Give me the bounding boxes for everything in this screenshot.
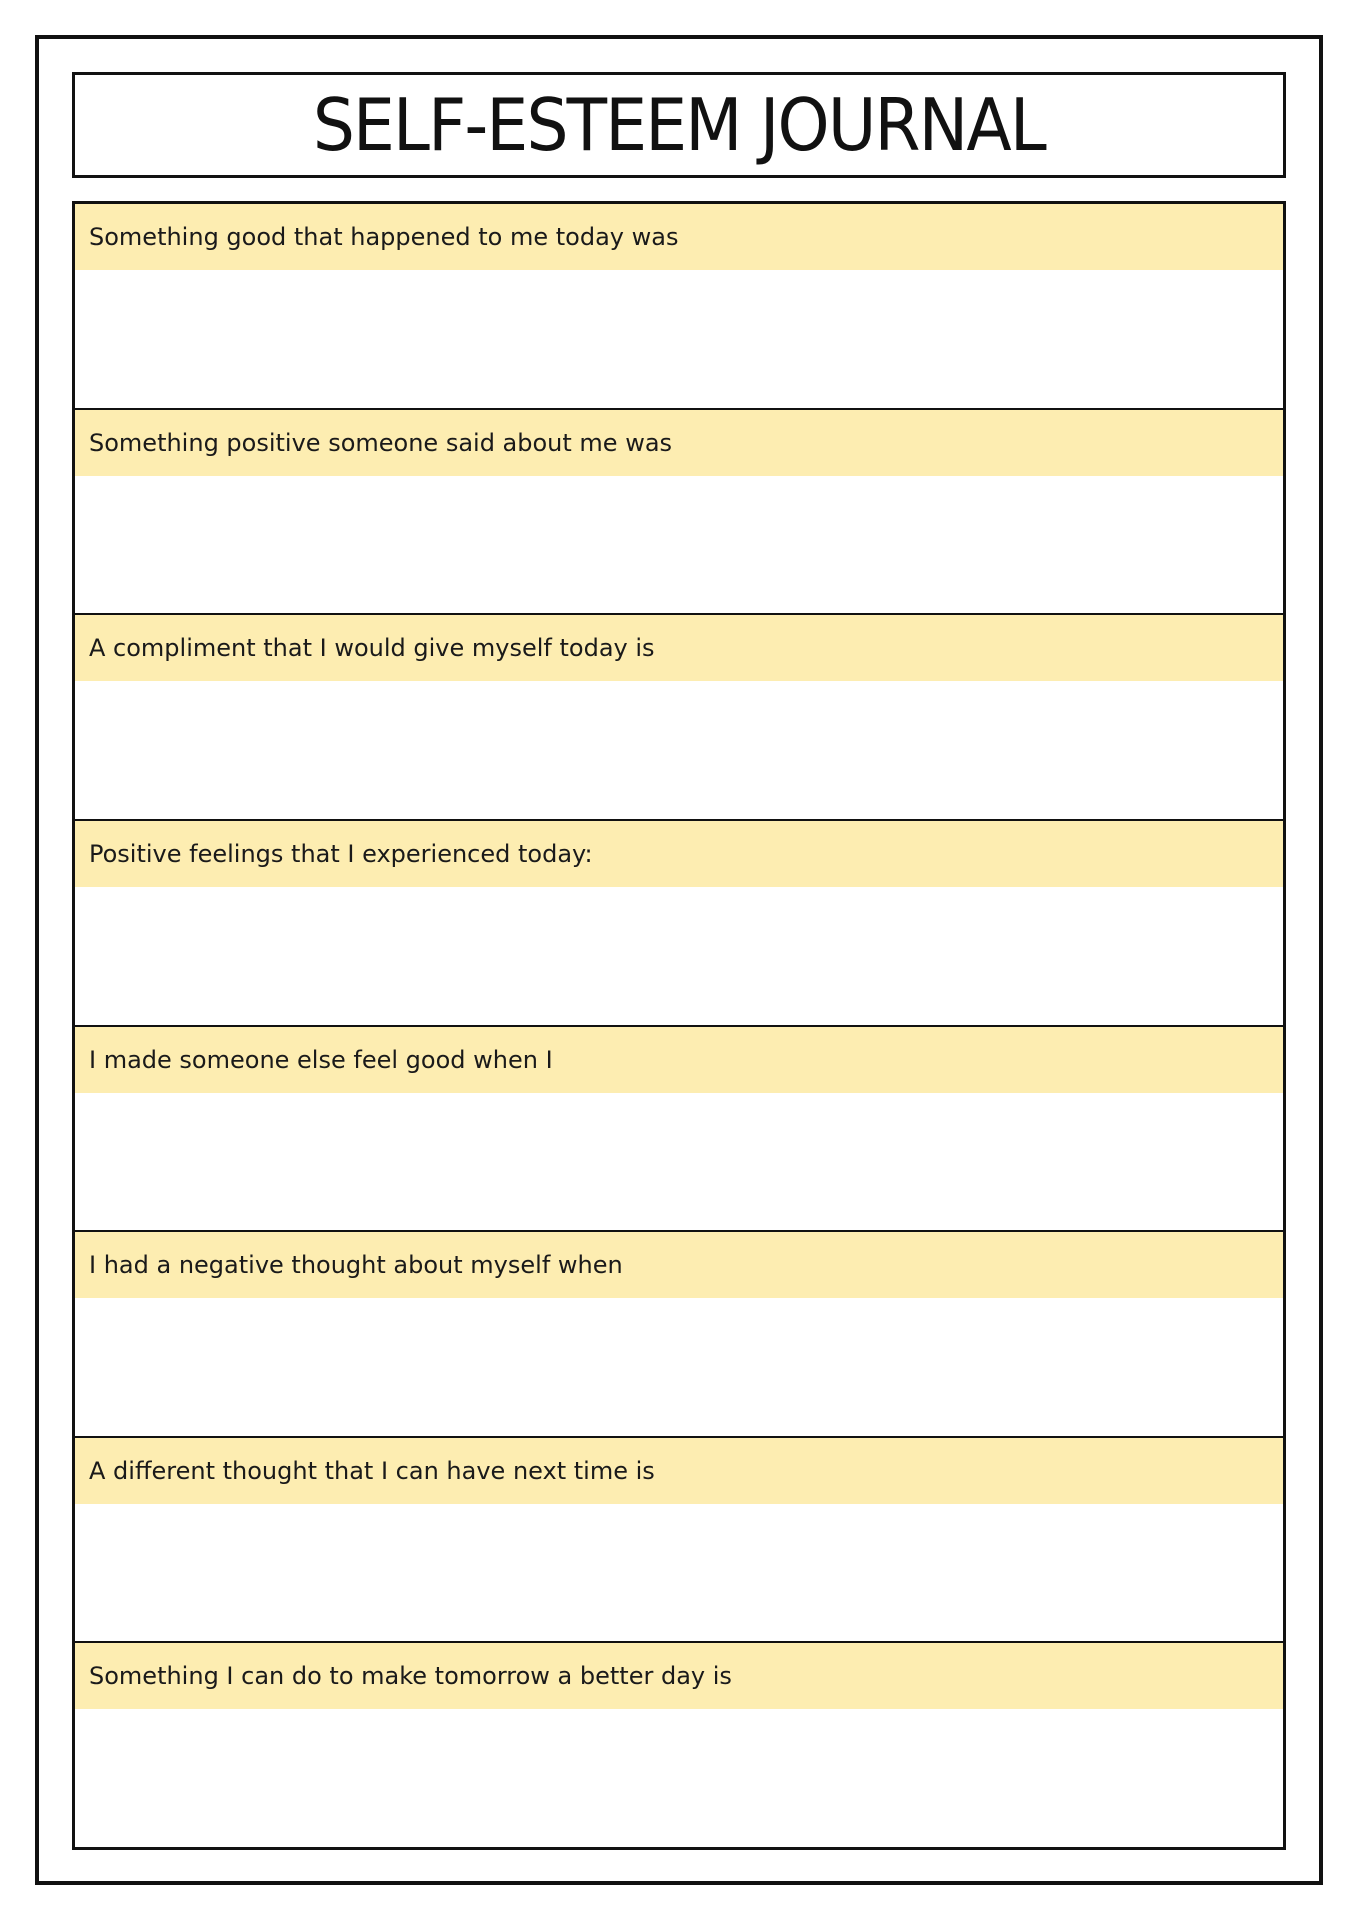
journal-section-different-thought [75,1436,1283,1642]
answer-area[interactable] [75,476,1283,614]
answer-area[interactable] [75,681,1283,819]
section-prompt: Something good that happened to me today was [75,204,1283,270]
journal-section-positive-feelings [75,819,1283,1025]
section-prompt: I made someone else feel good when I [75,1027,1283,1093]
journal-section-good-thing [75,204,1283,408]
section-prompt: A different thought that I can have next time is [75,1438,1283,1504]
answer-area[interactable] [75,1709,1283,1847]
journal-section-made-someone-feel-good [75,1025,1283,1231]
answer-area[interactable] [75,1504,1283,1642]
section-prompt: A compliment that I would give myself today is [75,615,1283,681]
journal-section-positive-said [75,408,1283,614]
journal-section-better-tomorrow [75,1641,1283,1847]
answer-area[interactable] [75,270,1283,408]
page-title: SELF-ESTEEM JOURNAL [312,83,1046,167]
journal-sections [72,201,1286,1850]
journal-section-self-compliment [75,613,1283,819]
section-prompt: Something I can do to make tomorrow a better day is [75,1643,1283,1709]
answer-area[interactable] [75,1093,1283,1231]
answer-area[interactable] [75,1298,1283,1436]
section-prompt: Something positive someone said about me was [75,410,1283,476]
section-prompt: Positive feelings that I experienced today: [75,821,1283,887]
title-box [72,72,1286,178]
section-prompt: I had a negative thought about myself when [75,1232,1283,1298]
answer-area[interactable] [75,887,1283,1025]
journal-section-negative-thought [75,1230,1283,1436]
